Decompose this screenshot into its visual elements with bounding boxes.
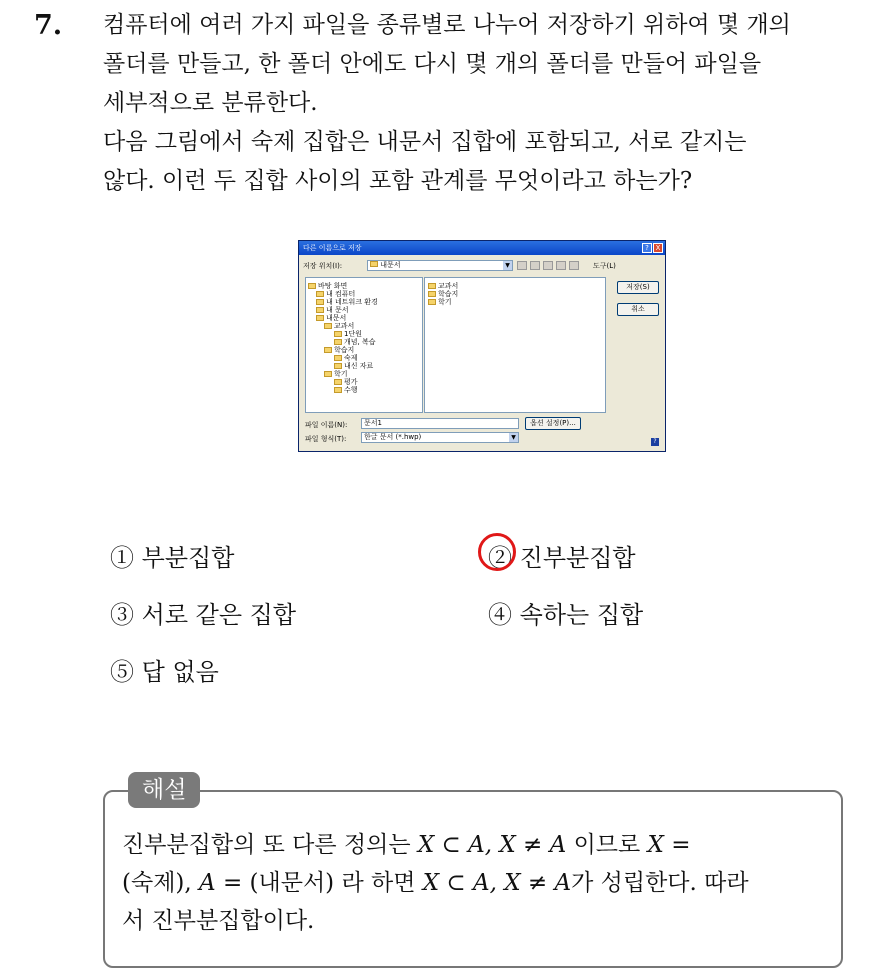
tree-item[interactable]: 교과서 xyxy=(324,321,354,331)
tree-item[interactable]: 내 컴퓨터 xyxy=(316,289,355,299)
folder-icon xyxy=(324,323,332,329)
folder-icon xyxy=(428,299,436,305)
save-button[interactable]: 저장(S) xyxy=(617,281,659,294)
choice-number: ⑤ xyxy=(110,658,134,686)
tree-item[interactable]: 학기 xyxy=(324,369,348,379)
choice-5[interactable] xyxy=(110,652,219,687)
book-icon[interactable]: ? xyxy=(651,438,659,446)
save-dialog-figure xyxy=(298,240,666,452)
tree-item[interactable]: 평가 xyxy=(334,377,358,387)
options-button[interactable]: 옵션 설정(P)... xyxy=(525,417,581,430)
question-line: 컴퓨터에 여러 가지 파일을 종류별로 나누어 저장하기 위하여 몇 개의 xyxy=(103,12,791,38)
choice-3[interactable] xyxy=(110,595,296,630)
folder-icon xyxy=(370,261,378,267)
question-line: 폴더를 만들고, 한 폴더 안에도 다시 몇 개의 폴더를 만들어 파일을 xyxy=(103,51,762,77)
tree-item[interactable]: 내 네트워크 환경 xyxy=(316,297,378,307)
back-icon[interactable] xyxy=(517,261,527,270)
choice-text: 속하는 집합 xyxy=(519,601,644,629)
filename-input[interactable]: 문서1 xyxy=(361,418,519,429)
delete-icon[interactable] xyxy=(569,261,579,270)
save-in-value: 내문서 xyxy=(380,261,401,269)
choice-number: ④ xyxy=(488,601,512,629)
choice-text: 부분집합 xyxy=(141,544,235,572)
folder-icon xyxy=(324,371,332,377)
tree-item[interactable]: 바탕 화면 xyxy=(308,281,347,291)
tree-item[interactable]: 내신 자료 xyxy=(334,361,373,371)
choice-1[interactable] xyxy=(110,538,234,573)
tree-item[interactable]: 수행 xyxy=(334,385,358,395)
explanation-tag: 해설 xyxy=(128,772,200,808)
dialog-title: 다른 이름으로 저장 xyxy=(303,244,362,252)
tree-item[interactable]: 내 문서 xyxy=(316,305,349,315)
folder-icon xyxy=(316,315,324,321)
cancel-button[interactable]: 취소 xyxy=(617,303,659,316)
close-button[interactable]: X xyxy=(653,243,663,253)
dialog-titlebar xyxy=(299,241,665,255)
folder-icon xyxy=(334,387,342,393)
folder-icon xyxy=(324,347,332,353)
answer-circle-mark xyxy=(478,533,516,571)
folder-tree[interactable] xyxy=(305,277,423,413)
filetype-label: 파일 형식(T): xyxy=(305,435,347,443)
save-in-combo[interactable] xyxy=(367,260,513,271)
file-list[interactable] xyxy=(424,277,606,413)
choice-number: ① xyxy=(110,544,134,572)
filename-label: 파일 이름(N): xyxy=(305,421,348,429)
tree-item[interactable]: 숙제 xyxy=(334,353,358,363)
choice-text: 진부분집합 xyxy=(519,544,636,572)
save-in-label: 저장 위치(I): xyxy=(303,262,343,270)
choice-4[interactable] xyxy=(488,595,643,630)
choice-number: ② xyxy=(488,544,512,572)
choice-text: 서로 같은 집합 xyxy=(141,601,297,629)
choice-number: ③ xyxy=(110,601,134,629)
question-line: 세부적으로 분류한다. xyxy=(103,90,318,116)
help-button[interactable]: ? xyxy=(642,243,652,253)
file-item[interactable]: 학습지 xyxy=(428,289,458,299)
new-folder-icon[interactable] xyxy=(543,261,553,270)
tree-item[interactable]: 내문서 xyxy=(316,313,346,323)
chevron-down-icon: ▼ xyxy=(509,433,518,442)
question-text xyxy=(103,6,863,201)
folder-icon xyxy=(308,283,316,289)
tools-menu[interactable]: 도구(L) xyxy=(593,262,616,270)
file-item[interactable]: 교과서 xyxy=(428,281,458,291)
tree-item[interactable]: 학습지 xyxy=(324,345,354,355)
tree-item[interactable]: 1단원 xyxy=(334,329,362,339)
choice-text: 답 없음 xyxy=(141,658,219,686)
filetype-select[interactable]: 한글 문서 (*.hwp) ▼ xyxy=(361,432,519,443)
question-line: 다음 그림에서 숙제 집합은 내문서 집합에 포함되고, 서로 같지는 xyxy=(103,129,747,155)
explanation-text: 진부분집합의 또 다른 정의는 X ⊂ A, X ≠ A 이므로 X = (숙제), A = (내문서) 라 하면 X ⊂ A, X ≠ A가 성립한다. 따라 서 진부분집합이다. xyxy=(122,832,749,934)
question-line: 않다. 이런 두 집합 사이의 포함 관계를 무엇이라고 하는가? xyxy=(103,168,693,194)
up-folder-icon[interactable] xyxy=(530,261,540,270)
question-number: 7. xyxy=(34,10,63,41)
tree-item[interactable]: 개념, 복습 xyxy=(334,337,376,347)
file-item[interactable]: 학기 xyxy=(428,297,452,307)
chevron-down-icon: ▼ xyxy=(503,261,512,270)
views-icon[interactable] xyxy=(556,261,566,270)
